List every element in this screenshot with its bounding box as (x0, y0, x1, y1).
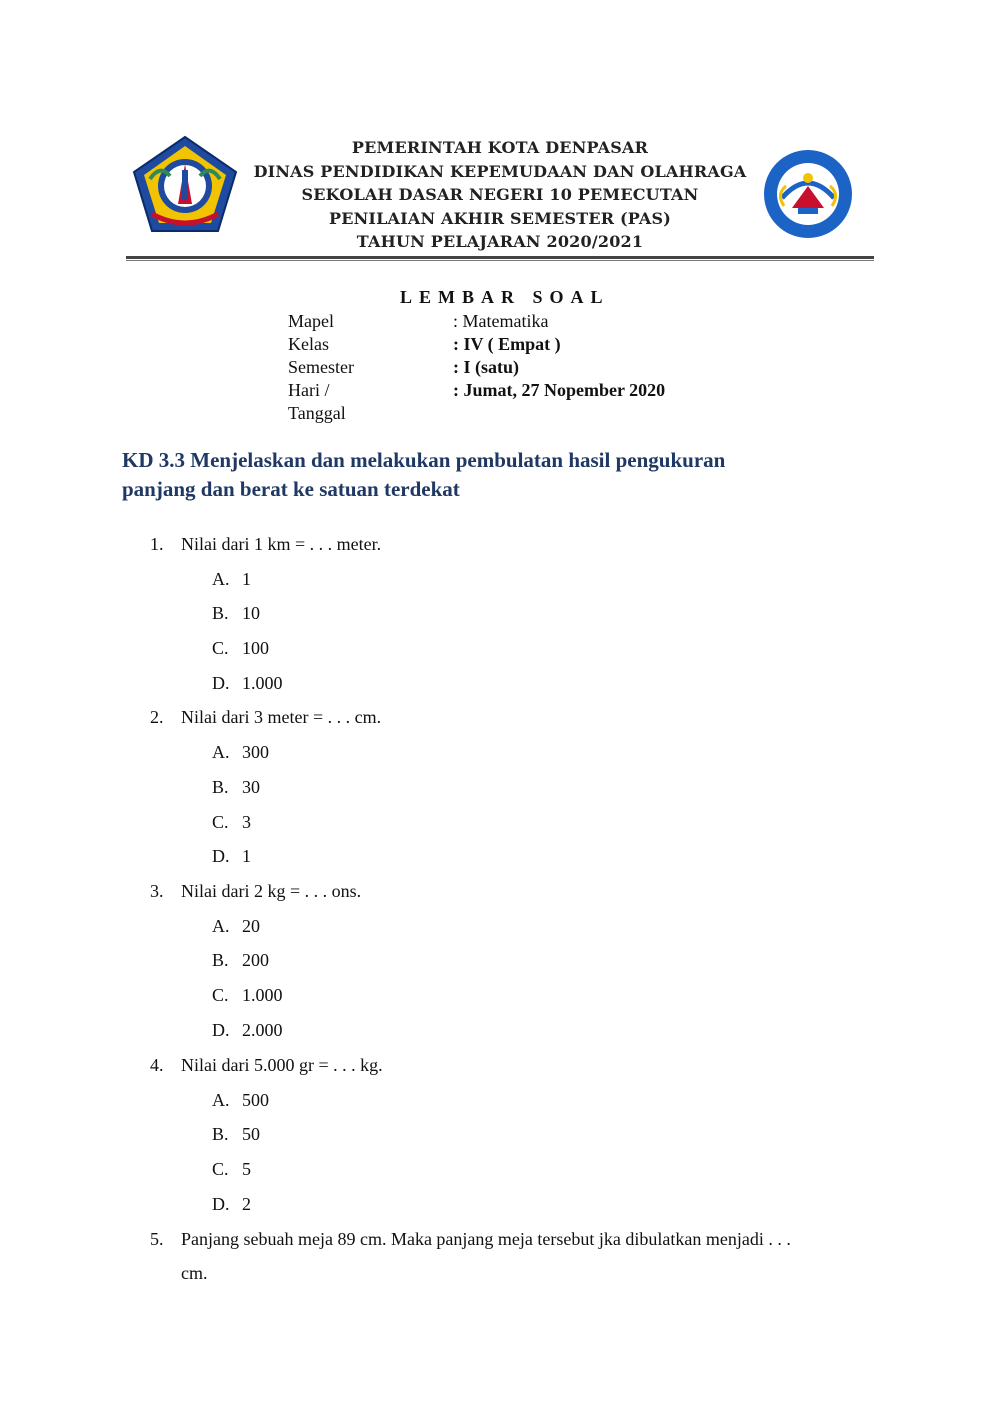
question (150, 1229, 791, 1250)
info-value: : Jumat, 27 Nopember 2020 (453, 380, 666, 400)
info-label: Semester (288, 357, 354, 377)
question-text: Nilai dari 3 meter = . . . cm. (181, 707, 382, 727)
option-text: 1 (242, 846, 251, 866)
answer-option[interactable] (212, 638, 269, 659)
question-text: Panjang sebuah meja 89 cm. Maka panjang meja tersebut jka dibulatkan menjadi . . . (181, 1229, 791, 1249)
question-number: 4. (150, 1055, 164, 1075)
option-letter: A. (212, 1090, 230, 1110)
option-text: 30 (242, 777, 260, 797)
option-text: 500 (242, 1090, 269, 1110)
answer-option[interactable] (212, 846, 251, 867)
letterhead-line: TAHUN PELAJARAN 2020/2021 (356, 232, 644, 251)
option-text: 5 (242, 1159, 251, 1179)
info-label: Mapel (288, 311, 334, 331)
kd-heading-line: KD 3.3 Menjelaskan dan melakukan pembulatan hasil pengukuran (122, 448, 726, 472)
denpasar-crest-icon (130, 134, 240, 234)
answer-option[interactable] (212, 985, 283, 1006)
question-text-continuation: cm. (181, 1263, 208, 1283)
question-number: 2. (150, 707, 164, 727)
answer-option[interactable] (212, 1194, 251, 1215)
question (150, 881, 361, 902)
option-text: 2.000 (242, 1020, 283, 1040)
letterhead-divider (126, 256, 874, 259)
question (150, 1055, 383, 1076)
info-label: Hari / Tanggal (288, 380, 346, 423)
option-letter: D. (212, 1020, 230, 1040)
letterhead-line: DINAS PENDIDIKAN KEPEMUDAAN DAN OLAHRAGA (253, 161, 747, 181)
option-letter: B. (212, 950, 229, 970)
option-text: 1.000 (242, 673, 283, 693)
answer-option[interactable] (212, 916, 260, 937)
question (150, 707, 381, 728)
option-letter: B. (212, 603, 229, 623)
option-letter: C. (212, 985, 229, 1005)
question-number: 3. (150, 881, 164, 901)
answer-option[interactable] (212, 950, 269, 971)
option-letter: A. (212, 742, 230, 762)
option-text: 1 (242, 569, 251, 589)
option-text: 300 (242, 742, 269, 762)
option-text: 200 (242, 950, 269, 970)
tut-wuri-handayani-icon (762, 148, 854, 240)
info-label: Kelas (288, 334, 329, 354)
option-letter: D. (212, 673, 230, 693)
option-letter: B. (212, 777, 229, 797)
option-text: 50 (242, 1124, 260, 1144)
answer-option[interactable] (212, 1124, 260, 1145)
kd-heading (122, 446, 842, 504)
letterhead-line: PEMERINTAH KOTA DENPASAR (351, 138, 649, 157)
question-number: 5. (150, 1229, 164, 1249)
question-text: Nilai dari 2 kg = . . . ons. (181, 881, 362, 901)
answer-option[interactable] (212, 569, 251, 590)
option-text: 1.000 (242, 985, 283, 1005)
letterhead-line: PENILAIAN AKHIR SEMESTER (PAS) (328, 208, 672, 228)
answer-option[interactable] (212, 1090, 269, 1111)
option-letter: D. (212, 1194, 230, 1214)
option-text: 3 (242, 812, 251, 832)
option-letter: C. (212, 1159, 229, 1179)
answer-option[interactable] (212, 812, 251, 833)
answer-option[interactable] (212, 777, 260, 798)
letterhead (250, 136, 750, 254)
question-text: Nilai dari 5.000 gr = . . . kg. (181, 1055, 383, 1075)
sheet-title: LEMBAR SOAL (400, 287, 610, 307)
letterhead-divider-thin (126, 260, 874, 261)
option-text: 20 (242, 916, 260, 936)
option-text: 100 (242, 638, 269, 658)
option-letter: C. (212, 812, 229, 832)
info-value: : Matematika (453, 311, 549, 331)
option-text: 10 (242, 603, 260, 623)
info-value: : I (satu) (453, 357, 519, 377)
option-text: 2 (242, 1194, 251, 1214)
option-letter: A. (212, 916, 230, 936)
answer-option[interactable] (212, 1159, 251, 1180)
question-text: Nilai dari 1 km = . . . meter. (181, 534, 382, 554)
option-letter: D. (212, 846, 230, 866)
question-number: 1. (150, 534, 164, 554)
answer-option[interactable] (212, 673, 283, 694)
option-letter: B. (212, 1124, 229, 1144)
info-value: : IV ( Empat ) (453, 334, 561, 354)
kd-heading-line: panjang dan berat ke satuan terdekat (122, 477, 460, 501)
option-letter: A. (212, 569, 230, 589)
answer-option[interactable] (212, 1020, 283, 1041)
answer-option[interactable] (212, 742, 269, 763)
question (150, 534, 381, 555)
option-letter: C. (212, 638, 229, 658)
letterhead-line: SEKOLAH DASAR NEGERI 10 PEMECUTAN (301, 185, 699, 204)
answer-option[interactable] (212, 603, 260, 624)
